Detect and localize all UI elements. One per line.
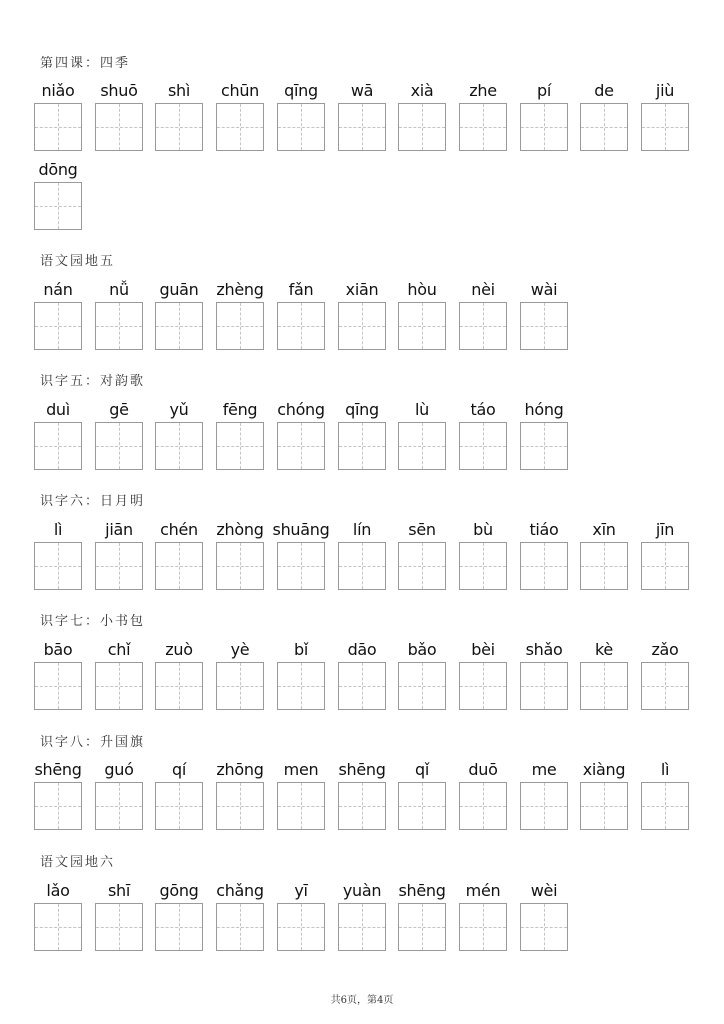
pinyin-label: shī	[107, 881, 131, 900]
writing-grid-box[interactable]	[277, 302, 325, 350]
pinyin-label: nèi	[471, 280, 495, 299]
pinyin-label: hóng	[524, 400, 564, 419]
writing-grid-box[interactable]	[34, 103, 82, 151]
writing-grid-box[interactable]	[277, 422, 325, 470]
pinyin-label: wài	[530, 280, 558, 299]
pinyin-label: nán	[43, 280, 73, 299]
writing-grid-box[interactable]	[277, 662, 325, 710]
pinyin-label: hòu	[407, 280, 437, 299]
pinyin-label: men	[283, 760, 319, 779]
section-title: 识字八：升国旗	[40, 735, 146, 750]
writing-grid-box[interactable]	[155, 782, 203, 830]
pinyin-label: wā	[350, 81, 374, 100]
pinyin-label: bèi	[471, 640, 495, 659]
pinyin-label: zuò	[165, 640, 193, 659]
pinyin-label: gē	[109, 400, 129, 419]
section-title: 语文园地五	[40, 254, 116, 269]
pinyin-label: niǎo	[41, 81, 75, 100]
pinyin-label: yè	[230, 640, 250, 659]
writing-grid-box[interactable]	[459, 422, 507, 470]
pinyin-label: shuō	[100, 81, 138, 100]
writing-grid-box[interactable]	[459, 542, 507, 590]
pinyin-label: shēng	[338, 760, 386, 779]
writing-grid-box[interactable]	[338, 422, 386, 470]
pinyin-label: xīn	[592, 520, 616, 539]
writing-grid-box[interactable]	[459, 302, 507, 350]
pinyin-label: mén	[465, 881, 501, 900]
section-title: 语文园地六	[40, 855, 116, 870]
pinyin-label: chūn	[220, 81, 260, 100]
pinyin-label: shēng	[398, 881, 446, 900]
pinyin-label: jiān	[105, 520, 133, 539]
pinyin-label: de	[594, 81, 614, 100]
writing-grid-box[interactable]	[155, 662, 203, 710]
writing-grid-box[interactable]	[398, 103, 446, 151]
writing-grid-box[interactable]	[520, 662, 568, 710]
pinyin-label: chóng	[277, 400, 325, 419]
pinyin-label: shǎo	[525, 640, 563, 659]
writing-grid-box[interactable]	[34, 542, 82, 590]
pinyin-label: shēng	[34, 760, 82, 779]
pinyin-label: gōng	[159, 881, 199, 900]
writing-grid-box[interactable]	[520, 422, 568, 470]
writing-grid-box[interactable]	[338, 302, 386, 350]
writing-grid-box[interactable]	[580, 103, 628, 151]
writing-grid-box[interactable]	[95, 782, 143, 830]
writing-grid-box[interactable]	[277, 782, 325, 830]
writing-grid-box[interactable]	[398, 662, 446, 710]
pinyin-label: duì	[46, 400, 70, 419]
writing-grid-box[interactable]	[34, 182, 82, 230]
writing-grid-box[interactable]	[338, 903, 386, 951]
pinyin-label: zhe	[469, 81, 497, 100]
writing-grid-box[interactable]	[641, 542, 689, 590]
pinyin-label: duō	[468, 760, 498, 779]
writing-grid-box[interactable]	[34, 903, 82, 951]
pinyin-label: qǐ	[414, 760, 429, 779]
pinyin-label: guān	[159, 280, 199, 299]
writing-grid-box[interactable]	[216, 103, 264, 151]
writing-grid-box[interactable]	[520, 782, 568, 830]
pinyin-label: zhōng	[216, 760, 264, 779]
writing-grid-box[interactable]	[580, 782, 628, 830]
pinyin-label: bù	[473, 520, 493, 539]
writing-grid-box[interactable]	[338, 542, 386, 590]
writing-grid-box[interactable]	[459, 103, 507, 151]
writing-grid-box[interactable]	[155, 903, 203, 951]
page-footer: 共6页，第4页	[330, 995, 394, 1006]
pinyin-label: dāo	[347, 640, 377, 659]
writing-grid-box[interactable]	[34, 782, 82, 830]
pinyin-label: fǎn	[288, 280, 314, 299]
writing-grid-box[interactable]	[34, 302, 82, 350]
pinyin-label: xiān	[345, 280, 379, 299]
writing-grid-box[interactable]	[338, 662, 386, 710]
pinyin-label: shuāng	[272, 520, 330, 539]
writing-grid-box[interactable]	[641, 103, 689, 151]
pinyin-label: kè	[595, 640, 613, 659]
writing-grid-box[interactable]	[95, 903, 143, 951]
pinyin-label: chén	[160, 520, 198, 539]
section-title: 识字六：日月明	[40, 494, 146, 509]
pinyin-label: lì	[53, 520, 63, 539]
writing-grid-box[interactable]	[216, 903, 264, 951]
writing-grid-box[interactable]	[34, 662, 82, 710]
writing-grid-box[interactable]	[580, 662, 628, 710]
pinyin-label: yī	[294, 881, 308, 900]
pinyin-label: zhèng	[216, 280, 264, 299]
section-title: 识字五：对韵歌	[40, 374, 146, 389]
writing-grid-box[interactable]	[95, 542, 143, 590]
writing-grid-box[interactable]	[216, 542, 264, 590]
pinyin-label: jīn	[655, 520, 675, 539]
writing-grid-box[interactable]	[398, 903, 446, 951]
writing-grid-box[interactable]	[338, 103, 386, 151]
pinyin-label: fēng	[222, 400, 258, 419]
writing-grid-box[interactable]	[95, 422, 143, 470]
pinyin-label: lín	[352, 520, 372, 539]
pinyin-label: chǎng	[216, 881, 264, 900]
pinyin-label: lì	[660, 760, 670, 779]
writing-grid-box[interactable]	[641, 782, 689, 830]
pinyin-label: qīng	[345, 400, 379, 419]
writing-grid-box[interactable]	[398, 422, 446, 470]
pinyin-label: bǎo	[407, 640, 437, 659]
pinyin-label: sēn	[408, 520, 436, 539]
writing-grid-box[interactable]	[277, 103, 325, 151]
writing-grid-box[interactable]	[398, 542, 446, 590]
pinyin-label: chǐ	[107, 640, 131, 659]
section-title: 识字七：小书包	[40, 614, 146, 629]
writing-grid-box[interactable]	[155, 103, 203, 151]
writing-grid-box[interactable]	[155, 422, 203, 470]
writing-grid-box[interactable]	[520, 542, 568, 590]
pinyin-label: bāo	[43, 640, 73, 659]
pinyin-label: lù	[415, 400, 429, 419]
pinyin-label: táo	[470, 400, 496, 419]
writing-grid-box[interactable]	[95, 302, 143, 350]
pinyin-label: tiáo	[529, 520, 559, 539]
writing-grid-box[interactable]	[277, 542, 325, 590]
pinyin-label: zǎo	[651, 640, 679, 659]
writing-grid-box[interactable]	[216, 782, 264, 830]
writing-grid-box[interactable]	[520, 302, 568, 350]
writing-grid-box[interactable]	[520, 103, 568, 151]
writing-grid-box[interactable]	[95, 662, 143, 710]
writing-grid-box[interactable]	[216, 422, 264, 470]
pinyin-label: xiàng	[582, 760, 626, 779]
section-title: 第四课：四季	[40, 56, 131, 71]
pinyin-label: yǔ	[169, 400, 189, 419]
writing-grid-box[interactable]	[216, 302, 264, 350]
pinyin-label: xià	[410, 81, 434, 100]
pinyin-label: nǚ	[109, 280, 129, 299]
writing-grid-box[interactable]	[34, 422, 82, 470]
pinyin-label: dōng	[38, 160, 78, 179]
pinyin-label: qí	[171, 760, 186, 779]
pinyin-label: guó	[104, 760, 134, 779]
writing-grid-box[interactable]	[277, 903, 325, 951]
writing-grid-box[interactable]	[459, 903, 507, 951]
writing-grid-box[interactable]	[216, 662, 264, 710]
writing-grid-box[interactable]	[459, 782, 507, 830]
writing-grid-box[interactable]	[155, 542, 203, 590]
pinyin-label: bǐ	[293, 640, 308, 659]
writing-grid-box[interactable]	[520, 903, 568, 951]
writing-grid-box[interactable]	[398, 302, 446, 350]
pinyin-label: qīng	[284, 81, 318, 100]
pinyin-label: jiù	[655, 81, 675, 100]
pinyin-label: wèi	[530, 881, 558, 900]
writing-grid-box[interactable]	[641, 662, 689, 710]
pinyin-label: me	[531, 760, 557, 779]
pinyin-label: yuàn	[342, 881, 382, 900]
writing-grid-box[interactable]	[338, 782, 386, 830]
writing-grid-box[interactable]	[580, 542, 628, 590]
writing-grid-box[interactable]	[95, 103, 143, 151]
pinyin-label: shì	[167, 81, 191, 100]
pinyin-label: zhòng	[216, 520, 264, 539]
writing-grid-box[interactable]	[155, 302, 203, 350]
writing-grid-box[interactable]	[398, 782, 446, 830]
pinyin-label: lǎo	[46, 881, 70, 900]
writing-grid-box[interactable]	[459, 662, 507, 710]
pinyin-label: pí	[536, 81, 551, 100]
